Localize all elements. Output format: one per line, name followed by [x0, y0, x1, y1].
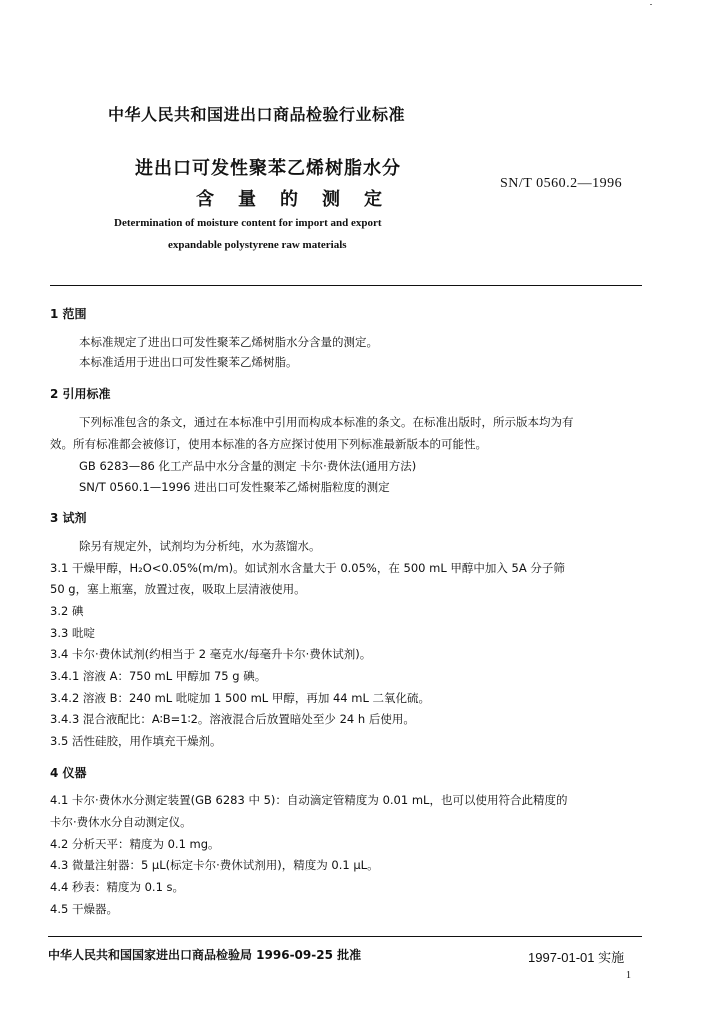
clause-3-1: 3.1 干燥甲醇，H₂O<0.05%(m/m)。如试剂水含量大于 0.05%，在 500 mL 甲醇中加入 5A 分子筛 [50, 561, 565, 575]
clause-3-1-continued: 50 g，塞上瓶塞，放置过夜，吸取上层清液使用。 [50, 582, 306, 596]
section-2-heading: 2 引用标准 [50, 387, 111, 401]
clause-4-4: 4.4 秒表：精度为 0.1 s。 [50, 880, 185, 894]
approval-line: 中华人民共和国国家进出口商品检验局 1996-09-25 批准 [48, 948, 362, 962]
section-4-heading: 4 仪器 [50, 766, 87, 780]
english-title-line-2: expandable polystyrene raw materials [168, 239, 347, 251]
referenced-standard-sn0560-1: SN/T 0560.1—1996 进出口可发性聚苯乙烯树脂粒度的测定 [79, 480, 390, 494]
section-1-line: 本标准规定了进出口可发性聚苯乙烯树脂水分含量的测定。 [79, 335, 378, 349]
clause-3-4: 3.4 卡尔·费休试剂(约相当于 2 毫克水/每毫升卡尔·费休试剂)。 [50, 647, 372, 661]
section-3-heading: 3 试剂 [50, 511, 87, 525]
english-title-line-1: Determination of moisture content for import and export [114, 217, 382, 229]
clause-4-5: 4.5 干燥器。 [50, 902, 118, 916]
document-title-line-1: 进出口可发性聚苯乙烯树脂水分 [135, 158, 401, 179]
header-divider [50, 285, 642, 286]
issuer-heading: 中华人民共和国进出口商品检验行业标准 [108, 105, 406, 124]
page-number: 1 [626, 970, 631, 981]
clause-4-2: 4.2 分析天平：精度为 0.1 mg。 [50, 837, 220, 851]
implementation-date: 1997-01-01 实施 [528, 950, 625, 965]
clause-3-5: 3.5 活性硅胶，用作填充干燥剂。 [50, 734, 222, 748]
section-2-line: 下列标准包含的条文，通过在本标准中引用而构成本标准的条文。在标准出版时，所示版本均为有 [79, 415, 574, 429]
scan-speck [650, 4, 652, 5]
section-3-line: 除另有规定外，试剂均为分析纯，水为蒸馏水。 [79, 539, 321, 553]
clause-4-3: 4.3 微量注射器：5 μL(标定卡尔·费休试剂用)，精度为 0.1 μL。 [50, 858, 379, 872]
section-1-heading: 1 范围 [50, 307, 87, 321]
footer-divider [48, 936, 642, 937]
clause-3-4-1: 3.4.1 溶液 A：750 mL 甲醇加 75 g 碘。 [50, 669, 267, 683]
clause-4-1: 4.1 卡尔·费休水分测定装置(GB 6283 中 5)：自动滴定管精度为 0.01 mL，也可以使用符合此精度的 [50, 793, 568, 807]
clause-3-4-3: 3.4.3 混合液配比：A∶B=1∶2。溶液混合后放置暗处至少 24 h 后使用。 [50, 712, 415, 726]
section-2-line: 效。所有标准都会被修订，使用本标准的各方应探讨使用下列标准最新版本的可能性。 [50, 437, 487, 451]
clause-3-2: 3.2 碘 [50, 604, 84, 618]
standard-number: SN/T 0560.2—1996 [500, 176, 623, 191]
document-title-line-2: 含量的测定 [196, 189, 406, 210]
section-1-line: 本标准适用于进出口可发性聚苯乙烯树脂。 [79, 355, 298, 369]
clause-3-4-2: 3.4.2 溶液 B：240 mL 吡啶加 1 500 mL 甲醇，再加 44 mL 二氧化硫。 [50, 691, 431, 705]
referenced-standard-gb6283: GB 6283—86 化工产品中水分含量的测定 卡尔·费休法(通用方法) [79, 459, 417, 473]
clause-4-1-continued: 卡尔·费休水分自动测定仪。 [50, 815, 192, 829]
clause-3-3: 3.3 吡啶 [50, 626, 95, 640]
